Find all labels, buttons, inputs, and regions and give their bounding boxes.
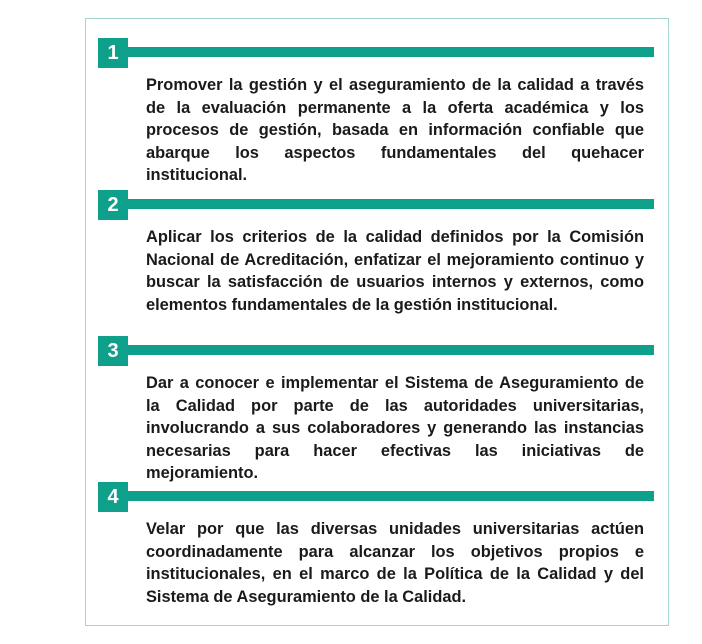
item-number-badge: 1 — [98, 38, 128, 68]
item-number-badge: 2 — [98, 190, 128, 220]
item-number-badge: 4 — [98, 482, 128, 512]
item-text: Velar por que las diversas unidades universitarias actúen coordinadamente para alcanzar los objetivos propios e institucionales, en el marco de la Política de la Calidad y del Sistema de Aseguramiento de la Calidad. — [146, 520, 644, 606]
item-text: Aplicar los criterios de la calidad definidos por la Comisión Nacional de Acreditación, enfatizar el mejoramiento continuo y buscar la satisfacción de usuarios internos y externos, como elementos fundamentales de la gestión institucional. — [146, 228, 644, 314]
item-number-badge: 3 — [98, 336, 128, 366]
item-header-bar — [128, 491, 654, 501]
item-header-bar — [128, 47, 654, 57]
item-text: Dar a conocer e implementar el Sistema de Aseguramiento de la Calidad por parte de las autoridades universitarias, involucrando a sus colaboradores y generando las instancias necesarias para hacer efectivas las iniciativas de mejoramiento. — [146, 374, 644, 483]
item-text: Promover la gestión y el aseguramiento de la calidad a través de la evaluación permanente a la oferta académica y los procesos de gestión, basada en información confiable que abarque los aspectos fundamentales del quehacer institucional. — [146, 76, 644, 185]
item-header-bar — [128, 199, 654, 209]
item-header-bar — [128, 345, 654, 355]
